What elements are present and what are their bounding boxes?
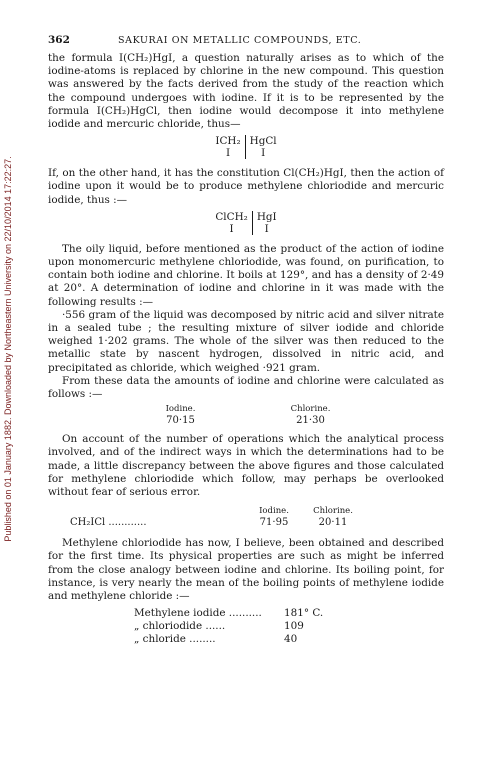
results-table-2: [70, 505, 444, 529]
iodine-header-2: Iodine.: [259, 506, 289, 517]
page-number: 362: [48, 34, 70, 46]
paragraph-7: Methylene chloriodide has now, I believe, been obtained and described for the first time. Its physical properties are such as might be inferred from the close analogy between iodine and chlorine. Its boiling point, for instance, is very nearly the mean of the boiling points of methylene iodide and methylene chloride :—: [48, 537, 444, 603]
running-head: SAKURAI ON METALLIC COMPOUNDS, ETC.: [118, 35, 362, 46]
boiling-point-list: [134, 607, 444, 645]
page: [48, 34, 444, 646]
paragraph-5: From these data the amounts of iodine and chlorine were calculated as follows :—: [48, 374, 444, 401]
chlorine-header-2: Chlorine.: [313, 506, 353, 517]
boiling-point-row: „ chloriodide ...... 109: [134, 620, 304, 633]
download-watermark: [2, 70, 14, 630]
chlorine-calc-value: 20·11: [318, 517, 348, 529]
iodine-calc-value: 71·95: [259, 517, 289, 529]
iodine-header: Iodine.: [165, 404, 196, 415]
results-table-1: [118, 403, 378, 427]
formula-2-right: HgI I: [256, 210, 277, 235]
chlorine-header: Chlorine.: [290, 404, 331, 415]
compound-formula: CH₂ICl ............: [70, 517, 147, 529]
paragraph-6: On account of the number of operations which the analytical process involved, and of the indirect ways in which the determinations had to be made, a little discrepancy between the above figures and those calculated for methylene chloriodide which follow, may perhaps be overlooked without fear of serious error.: [48, 433, 444, 499]
boiling-point-row: Methylene iodide .......... 181° C.: [134, 607, 324, 620]
formula-2: [48, 211, 444, 238]
chlorine-value: 21·30: [296, 415, 325, 427]
formula-1-left: ICH₂ I: [211, 135, 245, 159]
paragraph-3: The oily liquid, before mentioned as the product of the action of iodine upon monomercuric methylene chloriodide, was found, on purification, to contain both iodine and chlorine. It boils at 129°, and has a density of 2·49 at 20°. A determination of iodine and chlorine in it was made with the following results :—: [48, 242, 444, 308]
page-header: [48, 34, 444, 52]
paragraph-1: the formula I(CH₂)HgI, a question naturally arises as to which of the iodine-atoms is replaced by chlorine in the new compound. This question was answered by the facts derived from the study of the reaction which the compound undergoes with iodine. If it is to be represented by the formula I(CH₂)HgCl, then iodine would decompose it into methylene iodide and mercuric chloride, thus—: [48, 52, 444, 131]
iodine-value: 70·15: [166, 415, 195, 427]
paragraph-2: If, on the other hand, it has the constitution Cl(CH₂)HgI, then the action of iodine upon it would be to produce methylene chloriodide and mercuric iodide, thus :—: [48, 167, 444, 206]
formula-1: [48, 135, 444, 162]
boiling-point-row: „ chloride ........ 40: [134, 632, 298, 645]
formula-2-left: ClCH₂ I: [211, 211, 252, 235]
paragraph-4: ·556 gram of the liquid was decomposed by nitric acid and silver nitrate in a sealed tube ; the resulting mixture of silver iodide and chloride weighed 1·202 grams. The whole of the silver was then reduced to the metallic state by nascent hydrogen, dissolved in nitric acid, and precipitated as chloride, which weighed ·921 gram.: [48, 308, 444, 374]
formula-1-right: HgCl I: [249, 135, 277, 160]
download-note: Published on 01 January 1882. Downloaded by Northeastern University on 22/10/2014 17:22:27.: [3, 156, 13, 542]
